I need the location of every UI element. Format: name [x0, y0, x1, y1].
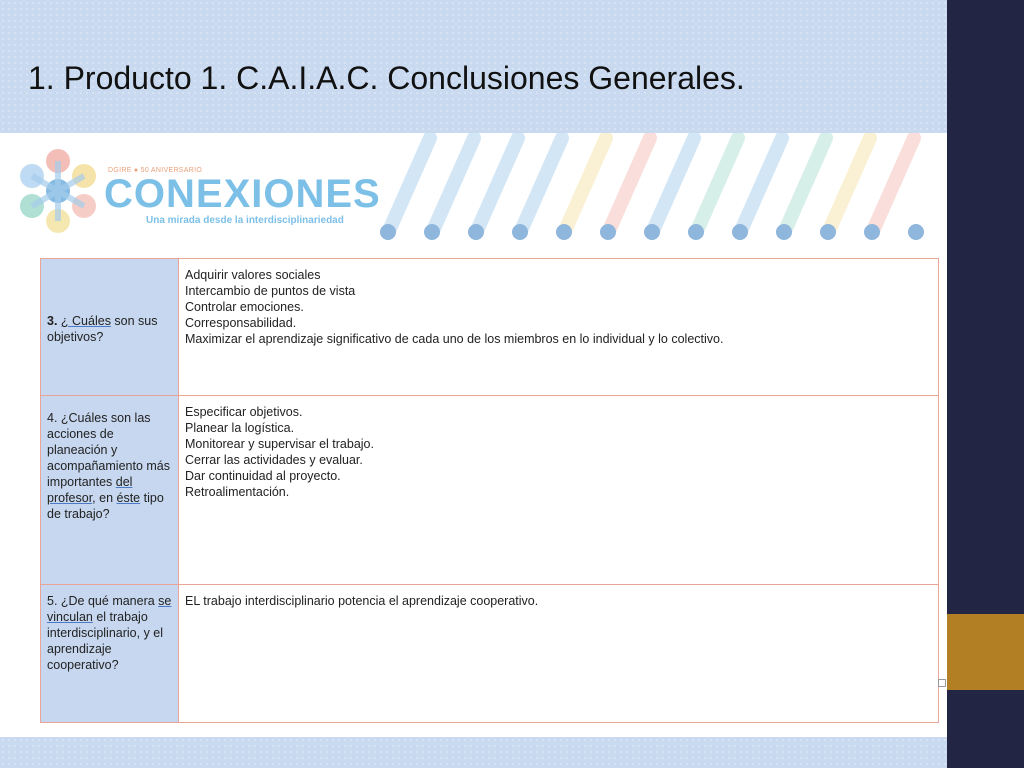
question-text: 5. ¿De qué manera: [47, 594, 159, 608]
question-underlined: éste: [116, 491, 141, 505]
table-row: [41, 259, 939, 396]
question-underlined: ¿ Cuáles: [60, 314, 111, 328]
answer-line: Corresponsabilidad.: [185, 316, 297, 330]
question-cell: [41, 585, 179, 723]
table-row: [41, 585, 939, 723]
table-row: [41, 396, 939, 585]
answer-cell: [179, 259, 939, 396]
logo-subtitle: Una mirada desde la interdisciplinariedad: [146, 215, 344, 226]
answer-line: Maximizar el aprendizaje significativo de cada uno de los miembros en lo individual y lo colectivo.: [185, 332, 724, 346]
question-underlined: del profesor: [47, 475, 133, 505]
answer-line: Monitorear y supervisar el trabajo.: [185, 437, 374, 451]
answer-line: Dar continuidad al proyecto.: [185, 469, 341, 483]
question-text: 4. ¿Cuáles son las acciones de planeación y acompañamiento más importantes: [47, 411, 170, 489]
question-number: 3.: [47, 314, 58, 328]
question-text: tipo de trabajo?: [47, 491, 164, 521]
answer-line: Controlar emociones.: [185, 300, 304, 314]
question-text: , en: [92, 491, 117, 505]
question-text: el trabajo interdisciplinario, y el aprendizaje cooperativo?: [47, 610, 164, 672]
logo-top-label: DGIRE ● 50 ANIVERSARIO: [108, 167, 203, 174]
question-underlined: se vinculan: [47, 594, 172, 624]
question-text: son sus objetivos?: [47, 314, 158, 344]
question-cell: [41, 259, 179, 396]
decorative-stripes: [370, 133, 930, 243]
table-resize-handle[interactable]: [938, 679, 946, 687]
answer-line: Intercambio de puntos de vista: [185, 284, 356, 298]
logo-wordmark: CONEXIONES: [104, 172, 381, 216]
answer-line: Planear la logística.: [185, 421, 295, 435]
answer-line: Adquirir valores sociales: [185, 268, 321, 282]
footer-band: [0, 737, 947, 768]
answer-line: Cerrar las actividades y evaluar.: [185, 453, 363, 467]
gold-accent-block: [947, 614, 1024, 690]
question-cell: [41, 396, 179, 585]
answer-line: Retroalimentación.: [185, 485, 290, 499]
answer-cell: [179, 396, 939, 585]
conclusions-table: [40, 258, 939, 723]
answer-line: Especificar objetivos.: [185, 405, 303, 419]
answer-cell: [179, 585, 939, 723]
answer-line: EL trabajo interdisciplinario potencia el aprendizaje cooperativo.: [185, 594, 539, 608]
slide-title: 1. Producto 1. C.A.I.A.C. Conclusiones Generales.: [28, 60, 745, 96]
